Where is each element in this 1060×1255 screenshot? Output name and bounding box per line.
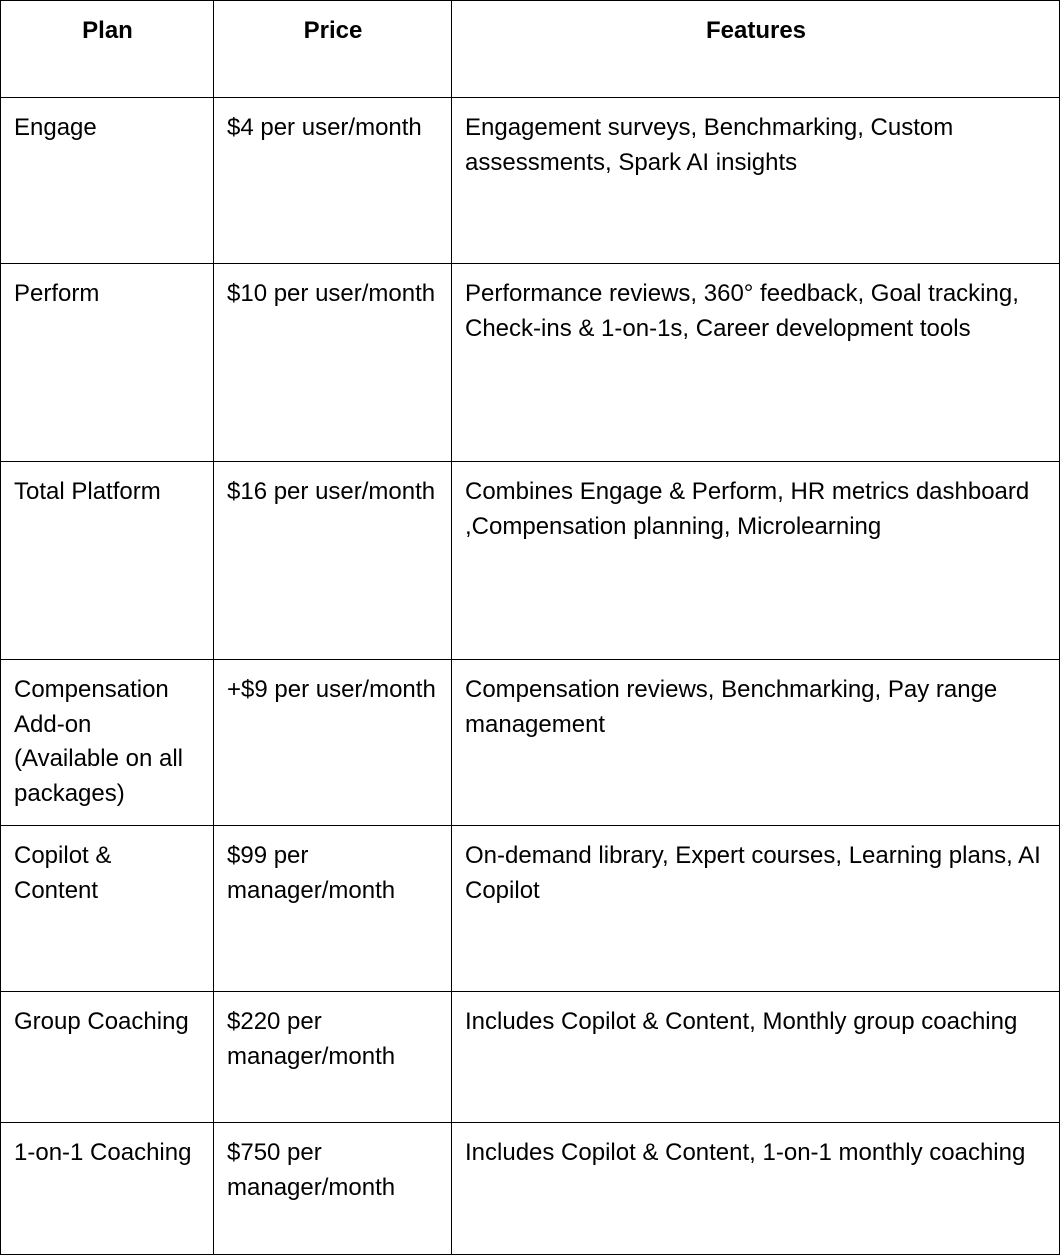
price-cell: $16 per user/month bbox=[214, 462, 452, 660]
features-cell: Engagement surveys, Benchmarking, Custom assessments, Spark AI insights bbox=[452, 98, 1060, 264]
features-cell: Includes Copilot & Content, 1-on-1 monthly coaching bbox=[452, 1123, 1060, 1255]
features-cell: Performance reviews, 360° feedback, Goal tracking, Check-ins & 1-on-1s, Career development tools bbox=[452, 264, 1060, 462]
features-cell: Combines Engage & Perform, HR metrics dashboard ,Compensation planning, Microlearning bbox=[452, 462, 1060, 660]
features-cell: On-demand library, Expert courses, Learning plans, AI Copilot bbox=[452, 826, 1060, 992]
price-cell: $99 per manager/month bbox=[214, 826, 452, 992]
price-cell: $220 per manager/month bbox=[214, 992, 452, 1123]
table-row bbox=[1, 98, 1060, 264]
plan-cell: Compensation Add-on (Available on all packages) bbox=[1, 660, 214, 826]
header-plan: Plan bbox=[1, 1, 214, 98]
plan-cell: Perform bbox=[1, 264, 214, 462]
plan-cell: Copilot & Content bbox=[1, 826, 214, 992]
plan-cell: Total Platform bbox=[1, 462, 214, 660]
table-row bbox=[1, 1123, 1060, 1255]
price-cell: $10 per user/month bbox=[214, 264, 452, 462]
table-row bbox=[1, 992, 1060, 1123]
plan-cell: Group Coaching bbox=[1, 992, 214, 1123]
plan-cell: 1-on-1 Coaching bbox=[1, 1123, 214, 1255]
header-features: Features bbox=[452, 1, 1060, 98]
price-cell: $4 per user/month bbox=[214, 98, 452, 264]
table-row bbox=[1, 660, 1060, 826]
table-row bbox=[1, 462, 1060, 660]
table-row bbox=[1, 264, 1060, 462]
features-cell: Includes Copilot & Content, Monthly group coaching bbox=[452, 992, 1060, 1123]
table-header-row bbox=[1, 1, 1060, 98]
price-cell: $750 per manager/month bbox=[214, 1123, 452, 1255]
table-row bbox=[1, 826, 1060, 992]
header-price: Price bbox=[214, 1, 452, 98]
price-cell: +$9 per user/month bbox=[214, 660, 452, 826]
plan-cell: Engage bbox=[1, 98, 214, 264]
features-cell: Compensation reviews, Benchmarking, Pay range management bbox=[452, 660, 1060, 826]
